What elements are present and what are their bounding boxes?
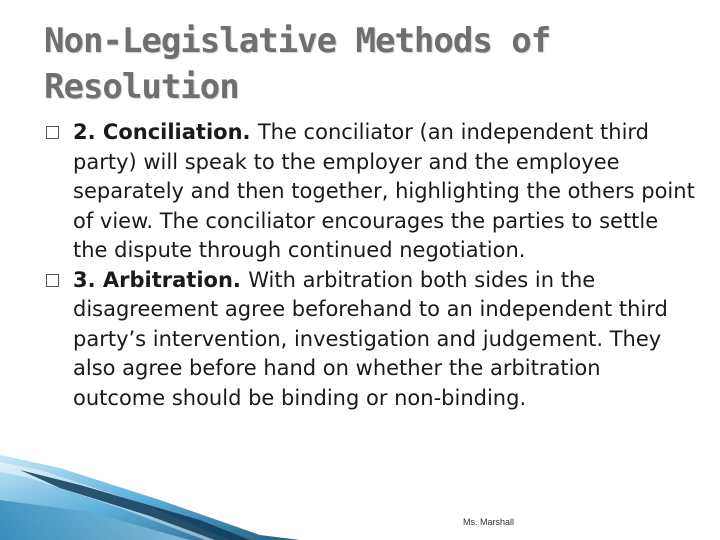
title-line-2: Resolution xyxy=(44,67,239,107)
bullet-number: 2. xyxy=(73,120,103,144)
title-line-1: Non-Legislative Methods of xyxy=(44,21,551,61)
bullet-term: Conciliation. xyxy=(102,120,258,144)
bullet-text: With arbitration both sides in the disagreement agree beforehand to an independent third party’s intervention, investigation and judgement. They also agree before hand on whether the arbitration outcome should be binding or non-binding. xyxy=(73,267,668,410)
bullet-number: 3. xyxy=(73,267,103,292)
bullet-text: The conciliator (an independent third party) will speak to the employer and the employee separately and then together, highlighting the others point of view. The conciliator encourages the parties to settle the dispute through continued negotiation. xyxy=(73,120,695,262)
bullet-term: Arbitration. xyxy=(102,267,249,292)
footer-author: Ms. Marshall xyxy=(463,517,515,527)
